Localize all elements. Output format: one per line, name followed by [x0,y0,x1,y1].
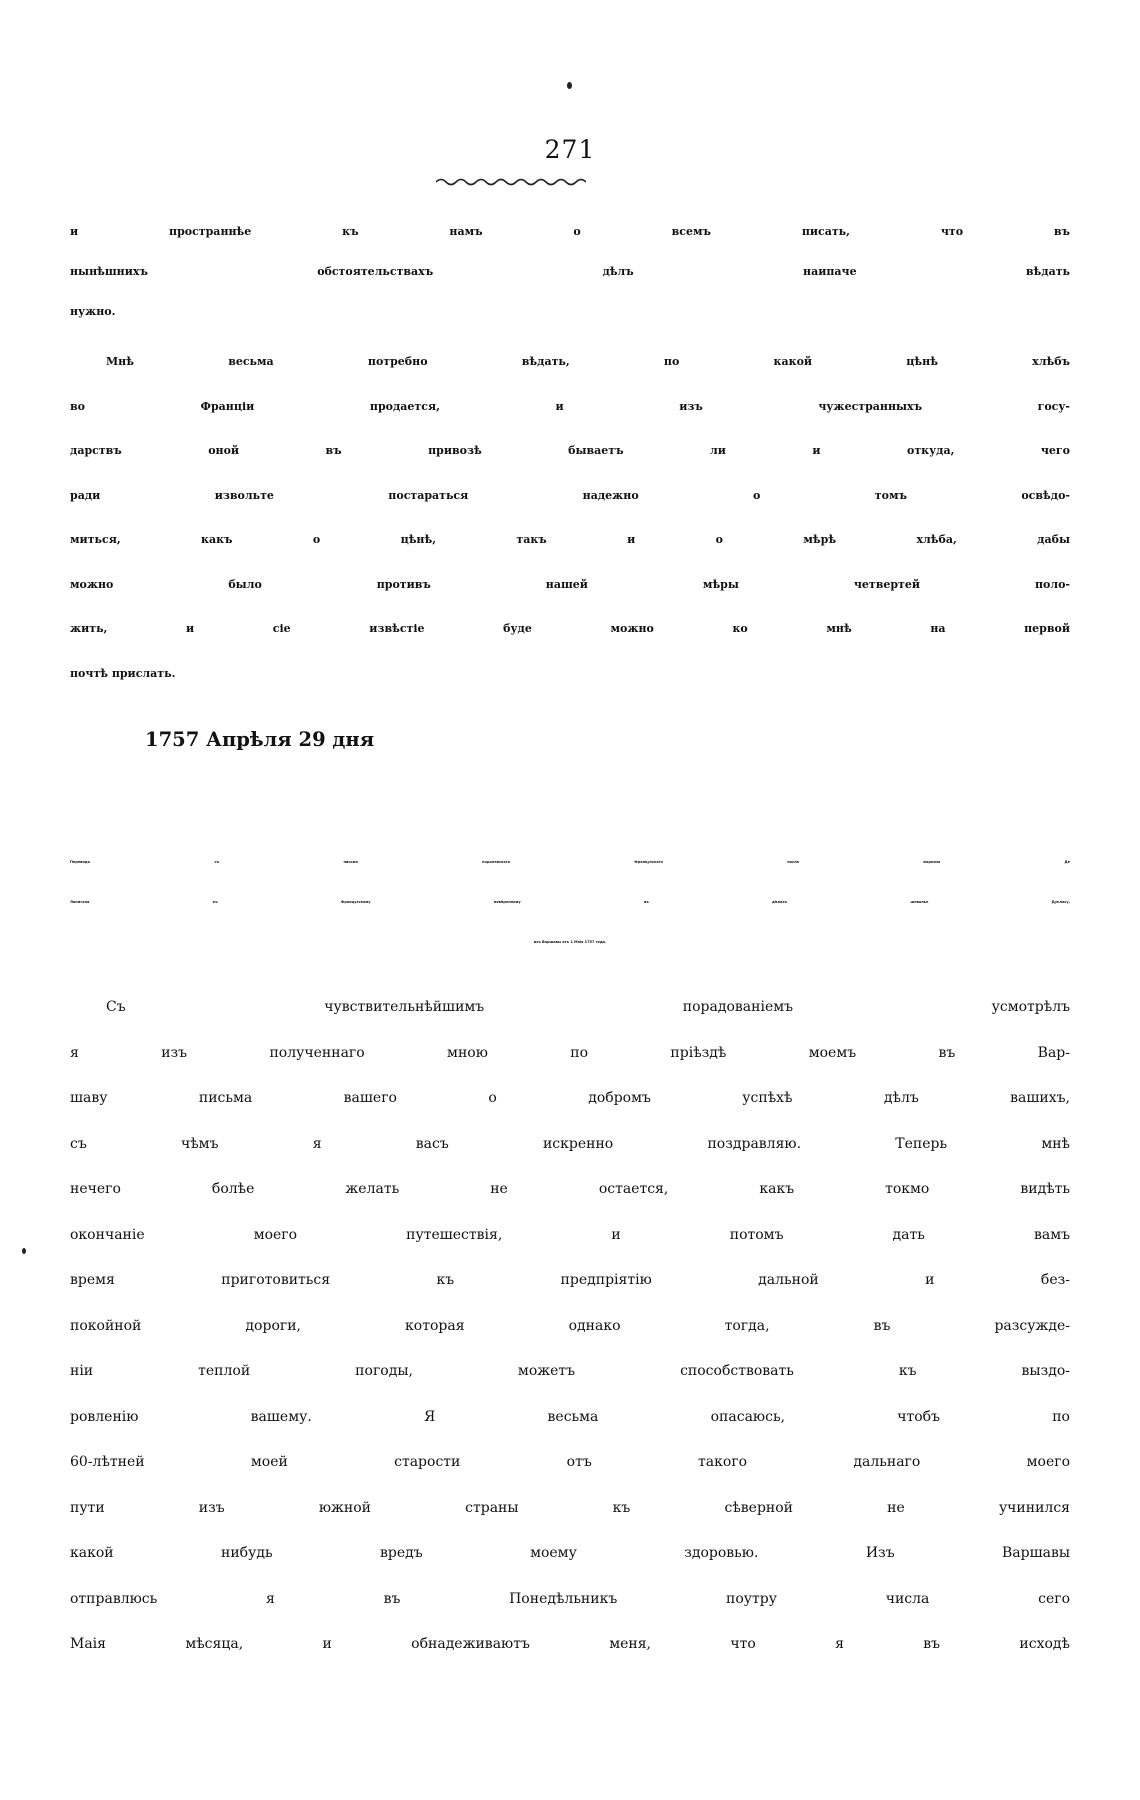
text-line: покойной дороги, которая однако тогда, въ разсужде- [70,1317,1070,1334]
text-line: пути изъ южной страны къ сѣверной не учинился [70,1499,1070,1516]
text-line: ровленію вашему. Я весьма опасаюсь, чтобъ по [70,1408,1070,1425]
text-line: можно было противъ нашей мѣры четвертей поло- [70,577,1070,591]
text-line: Мнѣ весьма потребно вѣдать, по какой цѣнѣ хлѣбъ [106,355,1070,368]
text-line: какой нибудь вредъ моему здоровью. Изъ Варшавы [70,1545,1070,1561]
ornament-wave-divider [436,176,586,188]
text-line: миться, какъ о цѣнѣ, такъ и о мѣрѣ хлѣба, дабы [70,533,1070,546]
text-line: нечего болѣе желать не остается, какъ токмо видѣть [70,1181,1070,1197]
text-line: ніи теплой погоды, можетъ способствовать къ выздо- [70,1363,1070,1379]
heading-line: Лопиталя къ Французскому повѣренному въ дѣлахъ шевалье Дукласу, [70,900,1070,904]
text-line: я изъ полученнаго мною по пріѣздѣ моемъ въ Вар- [70,1044,1070,1061]
text-line: 60-лѣтней моей старости отъ такого дальнаго моего [70,1454,1070,1470]
text-line: шаву письма вашего о добромъ успѣхѣ дѣлъ вашихъ, [70,1090,1070,1106]
signature-place [145,759,374,798]
text-line: Маія мѣсяца, и обнадеживаютъ меня, что я въ исходѣ [70,1636,1070,1652]
ink-speck [567,82,572,89]
text-line: и пространнѣе къ намъ о всемъ писать, что въ [70,225,1070,238]
letter-heading [70,842,1070,962]
paragraph-continuation [70,212,1070,332]
text-line: время приготовиться къ предпріятію дальной и без- [70,1272,1070,1288]
text-line: ради извольте постараться надежно о томъ освѣдо- [70,488,1070,502]
paragraph-bread-prices [70,340,1070,696]
text-line: отправлюсь я въ Понедѣльникъ поутру числа сего [70,1590,1070,1607]
text-line: Съ чувствительнѣйшимъ порадованіемъ усмотрѣлъ [106,999,1070,1015]
ink-speck [22,1248,26,1254]
signature-date: 1757 Апрѣля 29 дня [145,728,375,751]
text-line: почтѣ прислать. [70,666,176,680]
heading-line: изъ Варшавы отъ 1 Маія 1757 года. [533,940,607,944]
text-line: дарствъ оной въ привозѣ бываетъ ли и откуда, чего [70,444,1070,457]
paragraph-letter-body [70,985,1070,1668]
text-line: жить, и сіе извѣстіе буде можно ко мнѣ на первой [70,622,1070,635]
text-line: нынѣшнихъ обстоятельствахъ дѣлъ наипаче вѣдать [70,265,1070,278]
heading-line: Переводъ съ письма королевскаго Французскаго посла маркиза Де [70,860,1070,864]
text-line: съ чѣмъ я васъ искренно поздравляю. Теперь мнѣ [70,1135,1070,1152]
date-signature [145,720,374,798]
page-number: 271 [544,135,596,164]
text-line: во Франціи продается, и изъ чужестранныхъ госу- [70,399,1070,413]
text-line: окончаніе моего путешествія, и потомъ дать вамъ [70,1226,1070,1243]
text-line: нужно. [70,305,116,318]
